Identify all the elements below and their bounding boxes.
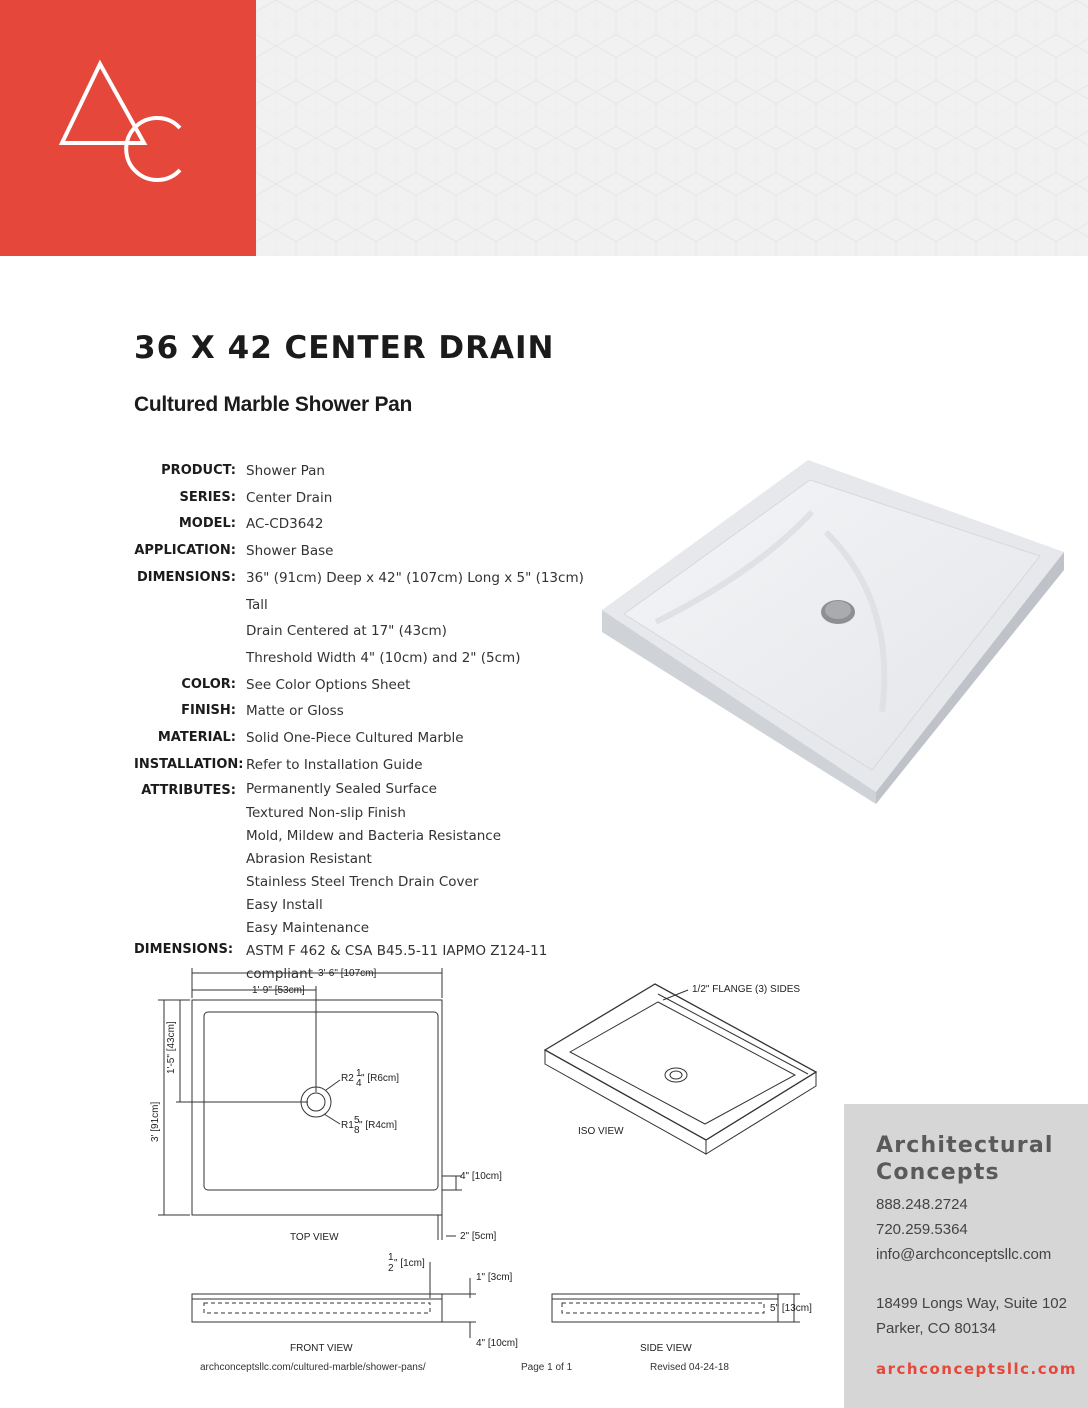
footer-page: Page 1 of 1	[521, 1362, 573, 1373]
radius-inner-label: R1	[341, 1120, 354, 1131]
company-name	[876, 1132, 1054, 1186]
radius-outer-unit: " [R6cm]	[361, 1073, 399, 1084]
website-link[interactable]: archconceptsllc.com	[876, 1360, 1078, 1378]
ac-logo	[0, 0, 256, 256]
dim-drain-y-label: 1'-5" [43cm]	[166, 1021, 177, 1074]
spec-label: MATERIAL:	[157, 730, 236, 746]
spec-value-line: Threshold Width 4" (10cm) and 2" (5cm)	[246, 649, 521, 666]
spec-label: INSTALLATION:	[134, 756, 244, 772]
spec-value	[246, 778, 604, 986]
attribute-item: Textured Non-slip Finish	[246, 804, 406, 821]
threshold-2-label: 2" [5cm]	[460, 1231, 497, 1242]
spec-value	[246, 565, 604, 672]
spec-row-material	[134, 725, 604, 752]
technical-drawing	[130, 962, 830, 1362]
attribute-item: Easy Maintenance	[246, 920, 370, 936]
phone-1[interactable]: 888.248.2724	[876, 1196, 968, 1213]
threshold-4-label: 4" [10cm]	[460, 1171, 502, 1182]
flange-label: 1/2" FLANGE (3) SIDES	[692, 984, 801, 995]
spec-table	[134, 458, 604, 986]
dimensions-heading: DIMENSIONS:	[134, 942, 234, 957]
dim-drain-x-label: 1'-9" [53cm]	[252, 985, 305, 996]
footer-revised: Revised 04-24-18	[650, 1362, 729, 1373]
header-pattern	[256, 0, 1088, 256]
top-view-outline	[192, 1000, 442, 1215]
footer-url[interactable]: archconceptsllc.com/cultured-marble/shower-pans/	[200, 1362, 426, 1373]
spec-row-dimensions	[134, 565, 604, 672]
spec-label: MODEL:	[178, 516, 236, 532]
half-unit: " [1cm]	[394, 1258, 425, 1269]
phone-2[interactable]: 720.259.5364	[876, 1221, 968, 1238]
attribute-item: Easy Install	[246, 896, 323, 913]
contact-panel	[844, 1104, 1088, 1408]
spec-value: Solid One-Piece Cultured Marble	[246, 730, 464, 747]
spec-row-product	[134, 458, 604, 485]
spec-row-model	[134, 511, 604, 538]
spec-row-series	[134, 485, 604, 512]
spec-row-finish	[134, 698, 604, 725]
half-frac-num: 1	[388, 1252, 394, 1263]
spec-value: Shower Pan	[246, 463, 325, 479]
address-line1: 18499 Longs Way, Suite 102	[876, 1295, 1067, 1312]
page-subtitle: Cultured Marble Shower Pan	[134, 393, 413, 416]
radius-outer-frac-num: 1	[356, 1068, 362, 1079]
one-inch-label: 1" [3cm]	[476, 1272, 513, 1283]
attribute-item: Stainless Steel Trench Drain Cover	[246, 873, 479, 890]
spec-value: Refer to Installation Guide	[246, 756, 423, 773]
spec-label: APPLICATION:	[134, 543, 236, 559]
spec-row-application	[134, 538, 604, 565]
spec-row-installation	[134, 752, 604, 779]
company-name-line1: Architectural	[876, 1133, 1054, 1158]
attribute-item: Permanently Sealed Surface	[246, 781, 437, 798]
spec-value: Shower Base	[246, 543, 334, 560]
radius-inner-frac-num: 5	[354, 1115, 360, 1126]
top-view-caption: TOP VIEW	[290, 1232, 339, 1243]
attribute-item: ASTM F 462 & CSA B45.5-11 IAPMO Z124-11 compliant	[246, 943, 548, 983]
dim-width-label: 3'-6" [107cm]	[318, 968, 377, 979]
five-inch-label: 5" [13cm]	[770, 1303, 812, 1314]
attribute-item: Mold, Mildew and Bacteria Resistance	[246, 827, 502, 844]
spec-label: COLOR:	[181, 676, 236, 692]
spec-value-line: Drain Centered at 17" (43cm)	[246, 623, 447, 640]
address-line2: Parker, CO 80134	[876, 1320, 997, 1337]
front-view-caption: FRONT VIEW	[290, 1343, 353, 1354]
spec-label: PRODUCT:	[161, 463, 236, 478]
header-banner	[0, 0, 1088, 256]
iso-view-caption: ISO VIEW	[578, 1126, 624, 1137]
spec-value-line: 36" (91cm) Deep x 42" (107cm) Long x 5" (13cm) Tall	[246, 569, 584, 613]
radius-outer-frac-den: 4	[356, 1078, 362, 1089]
radius-inner-frac-den: 8	[354, 1125, 360, 1136]
page-title: 36 X 42 CENTER DRAIN	[134, 330, 555, 366]
spec-label: ATTRIBUTES:	[141, 783, 236, 799]
side-view-caption: SIDE VIEW	[640, 1343, 692, 1354]
spec-value: AC-CD3642	[246, 516, 324, 533]
company-name-line2: Concepts	[876, 1160, 1000, 1185]
attribute-item: Abrasion Resistant	[246, 850, 372, 867]
spec-value: See Color Options Sheet	[246, 676, 411, 693]
spec-label: SERIES:	[179, 489, 236, 505]
product-photo	[596, 452, 1064, 804]
spec-value: Center Drain	[246, 489, 333, 506]
spec-value: Matte or Gloss	[246, 703, 344, 720]
dim-depth-label: 3' [91cm]	[150, 1101, 161, 1142]
spec-row-color	[134, 672, 604, 699]
half-frac-den: 2	[388, 1263, 394, 1274]
spec-label: DIMENSIONS:	[136, 569, 236, 585]
logo-block	[0, 0, 256, 256]
radius-outer-label: R2	[341, 1073, 354, 1084]
spec-label: FINISH:	[181, 703, 236, 719]
four-inch-label: 4" [10cm]	[476, 1338, 518, 1349]
radius-inner-unit: " [R4cm]	[359, 1120, 397, 1131]
email-link[interactable]: info@archconceptsllc.com	[876, 1246, 1052, 1263]
